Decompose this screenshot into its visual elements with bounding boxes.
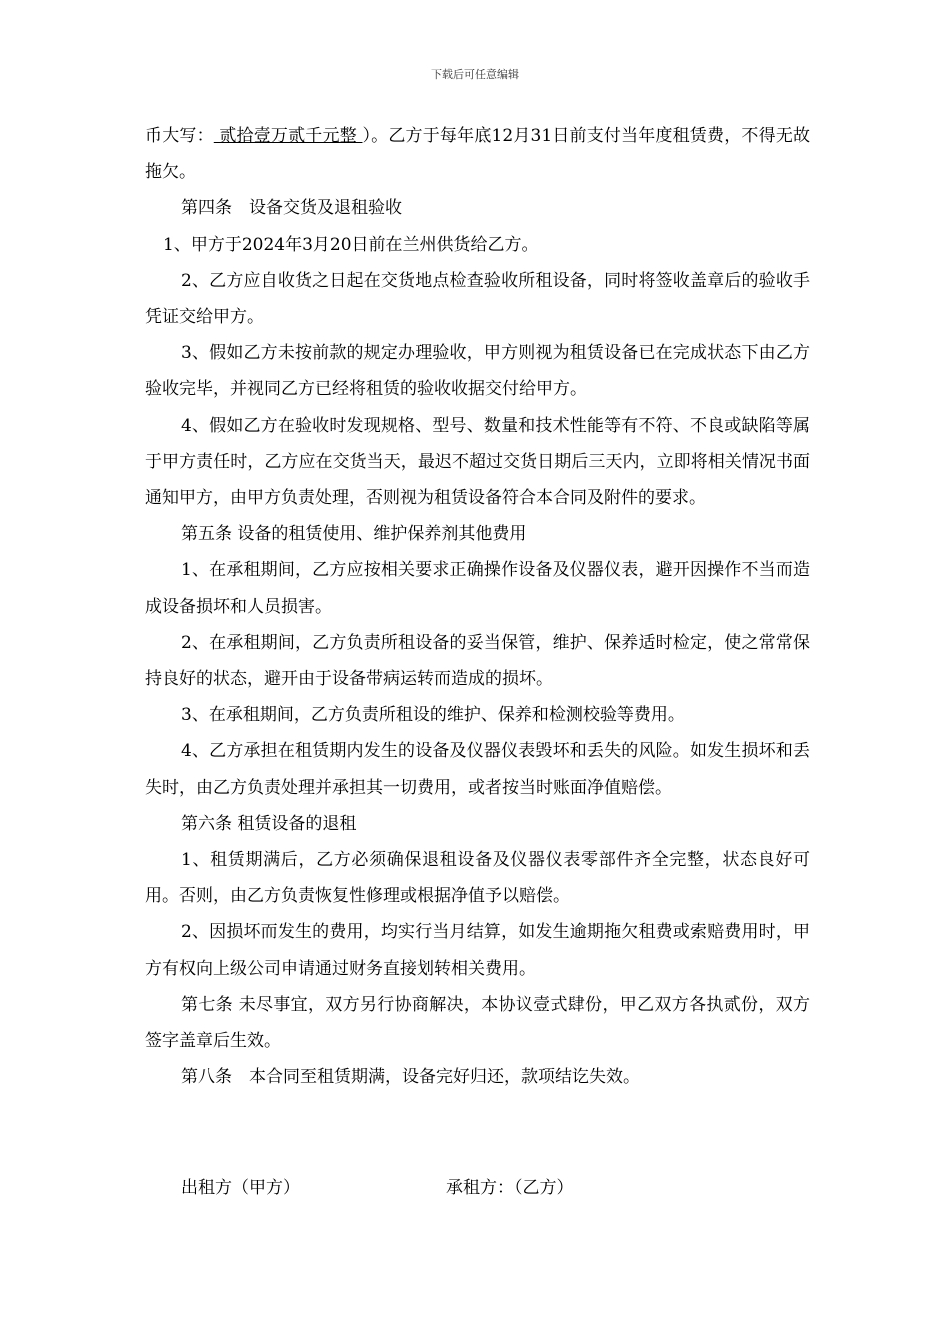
article-8: 第八条 本合同至租赁期满，设备完好归还，款项结讫失效。 [181,1067,640,1088]
amount-in-words: 贰拾壹万贰千元整 [213,126,363,146]
article-5-clause-1: 1、在承租期间，乙方应按相关要求正确操作设备及仪器仪表，避开因操作不当而造成设备损坏和人员损害。 [145,560,810,617]
contract-body [145,118,810,1095]
article-6-title: 第六条 租赁设备的退租 [181,813,357,834]
article-6-clause-1: 1、租赁期满后，乙方必须确保退租设备及仪器仪表零部件齐全完整，状态良好可用。否则，由乙方负责恢复性修理或根据净值予以赔偿。 [145,850,810,907]
article-5-clause-4: 4、乙方承担在租赁期内发生的设备及仪器仪表毁坏和丢失的风险。如发生损坏和丢失时，由乙方负责处理并承担其一切费用，或者按当时账面净值赔偿。 [145,741,810,798]
article-5-clause-2: 2、在承租期间，乙方负责所租设备的妥当保管，维护、保养适时检定，使之常常保持良好的状态，避开由于设备带病运转而造成的损坏。 [145,632,810,690]
amount-suffix: ）。乙方于每年底12月31日前支付当年度租赁费，不得无故拖欠。 [145,126,811,183]
article-6-clause-2: 2、因损坏而发生的费用，均实行当月结算，如发生逾期拖欠租费或索赔费用时，甲方有权向上级公司申请通过财务直接划转相关费用。 [145,922,810,979]
article-4-clause-1: 1、甲方于2024年3月20日前在兰州供货给乙方。 [163,234,539,255]
header-note: 下载后可任意编辑 [431,68,519,81]
article-5-clause-3: 3、在承租期间，乙方负责所租设的维护、保养和检测校验等费用。 [181,705,685,726]
rent-amount-paragraph [145,118,810,190]
article-4-clause-3: 3、假如乙方未按前款的规定办理验收，甲方则视为租赁设备已在完成状态下由乙方验收完毕，并视同乙方已经将租赁的验收收据交付给甲方。 [145,343,810,400]
lessee-signature-label: 承租方：（乙方） [446,1178,574,1198]
article-5-title: 第五条 设备的租赁使用、维护保养剂其他费用 [181,524,527,545]
article-7: 第七条 未尽事宜，双方另行协商解决，本协议壹式肆份，甲乙双方各执贰份，双方签字盖章后生效。 [145,994,810,1052]
article-4-title: 第四条 设备交货及退租验收 [181,198,402,219]
lessor-signature-label: 出租方（甲方） [181,1178,300,1198]
amount-prefix: 币大写： [145,126,214,146]
article-4-clause-2: 2、乙方应自收货之日起在交货地点检查验收所租设备，同时将签收盖章后的验收手凭证交给甲方。 [145,270,810,328]
article-4-clause-4: 4、假如乙方在验收时发现规格、型号、数量和技术性能等有不符、不良或缺陷等属于甲方责任时，乙方应在交货当天，最迟不超过交货日期后三天内，立即将相关情况书面通知甲方，由甲方负责处理，否则视为租赁设备符合本合同及附件的要求。 [145,415,810,509]
